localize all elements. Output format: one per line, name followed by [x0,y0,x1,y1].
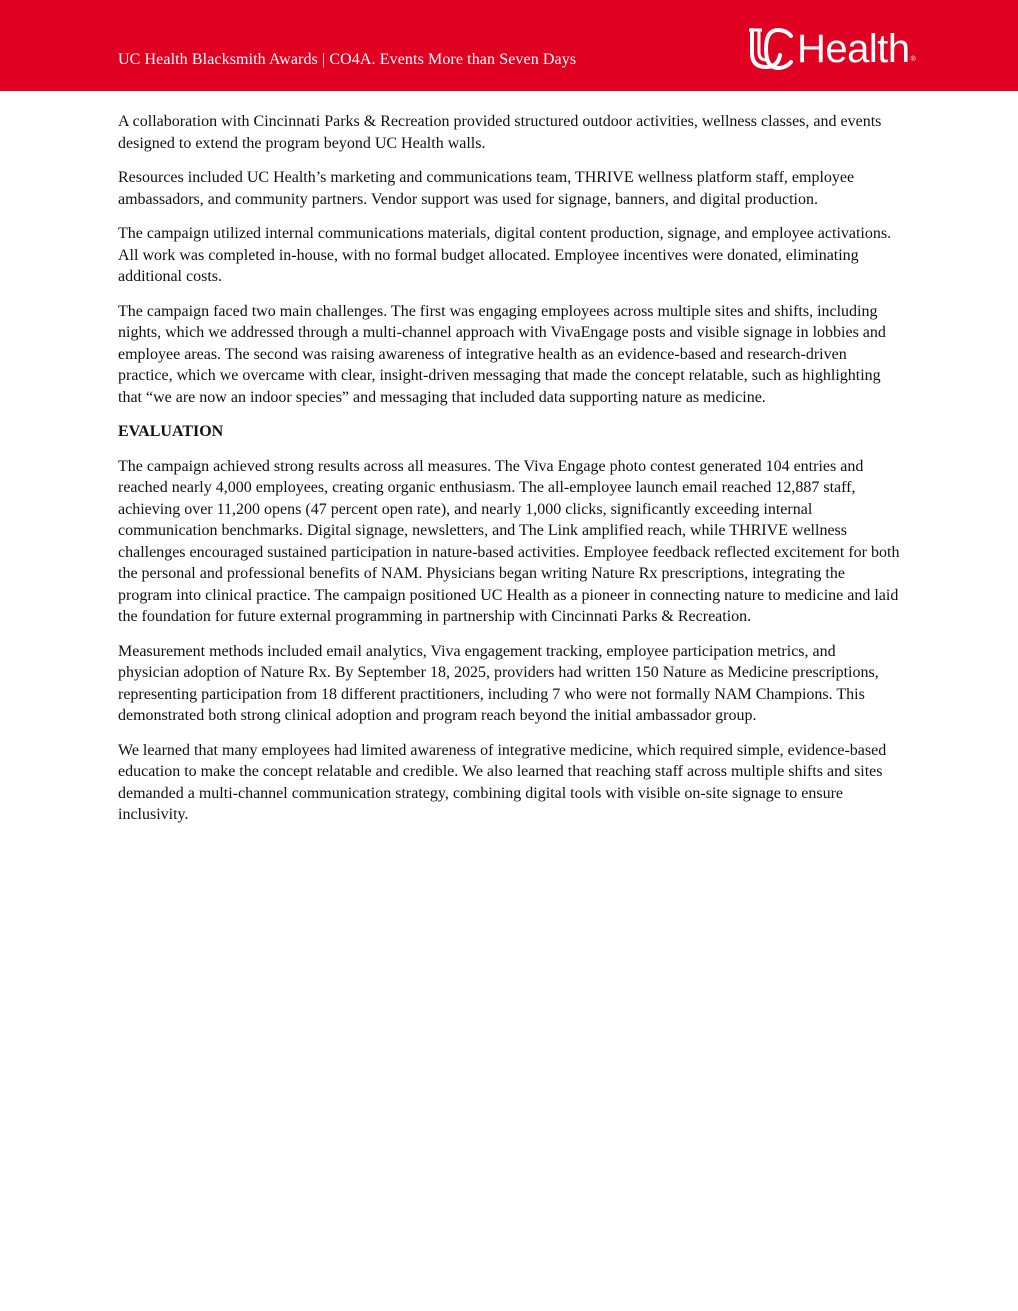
paragraph-measurement: Measurement methods included email analytics, Viva engagement tracking, employee participation metrics, and physician adoption of Nature Rx. By September 18, 2025, providers had written 150 Nature as Medicine prescriptions, representing participation from 18 different practitioners, including 7 who were not formally NAM Champions. This demonstrated both strong clinical adoption and program reach beyond the initial ambassador group. [118,642,879,724]
document-body [118,111,900,839]
page-header [0,0,1018,91]
registered-mark: ® [910,56,916,63]
paragraph-resources: Resources included UC Health’s marketing and communications team, THRIVE wellness platform staff, employee ambassadors, and community partners. Vendor support was used for signage, banners, and digital production. [118,169,855,208]
paragraph-parks-collaboration: A collaboration with Cincinnati Parks & Recreation provided structured outdoor activities, wellness classes, and events designed to extend the program beyond UC Health walls. [118,113,882,152]
paragraph-lessons-learned: We learned that many employees had limited awareness of integrative medicine, which required simple, evidence-based education to make the concept relatable and credible. We also learned that reaching staff across multiple shifts and sites demanded a multi-channel communication strategy, combining digital tools with visible on-site signage to ensure inclusivity. [118,741,887,823]
header-title: UC Health Blacksmith Awards | CO4A. Events More than Seven Days [118,51,577,68]
uc-logo-mark-icon [748,27,794,71]
paragraph-materials: The campaign utilized internal communications materials, digital content production, signage, and employee activations. All work was completed in-house, with no formal budget allocated. Employee incentives were donated, eliminating additional costs. [118,225,892,285]
section-heading-evaluation: EVALUATION [118,423,224,440]
uc-health-logo [748,26,916,72]
paragraph-challenges: The campaign faced two main challenges. The first was engaging employees across multiple sites and shifts, including nights, which we addressed through a multi-channel approach with VivaEngage posts and visible signage in lobbies and employee areas. The second was raising awareness of integrative health as an evidence-based and research-driven practice, which we overcame with clear, insight-driven messaging that made the concept relatable, such as highlighting that “we are now an indoor species” and messaging that included data supporting nature as medicine. [118,302,886,406]
logo-text: Health [797,27,910,71]
paragraph-results: The campaign achieved strong results across all measures. The Viva Engage photo contest generated 104 entries and reached nearly 4,000 employees, creating organic enthusiasm. The all-employee launch email reached 12,887 staff, achieving over 11,200 opens (47 percent open rate), and nearly 1,000 clicks, significantly exceeding internal communication benchmarks. Digital signage, newsletters, and The Link amplified reach, while THRIVE wellness challenges encouraged sustained participation in nature-based activities. Employee feedback reflected excitement for both the personal and professional benefits of NAM. Physicians began writing Nature Rx prescriptions, integrating the program into clinical practice. The campaign positioned UC Health as a pioneer in connecting nature to medicine and laid the foundation for future external programming in partnership with Cincinnati Parks & Recreation. [118,457,900,625]
